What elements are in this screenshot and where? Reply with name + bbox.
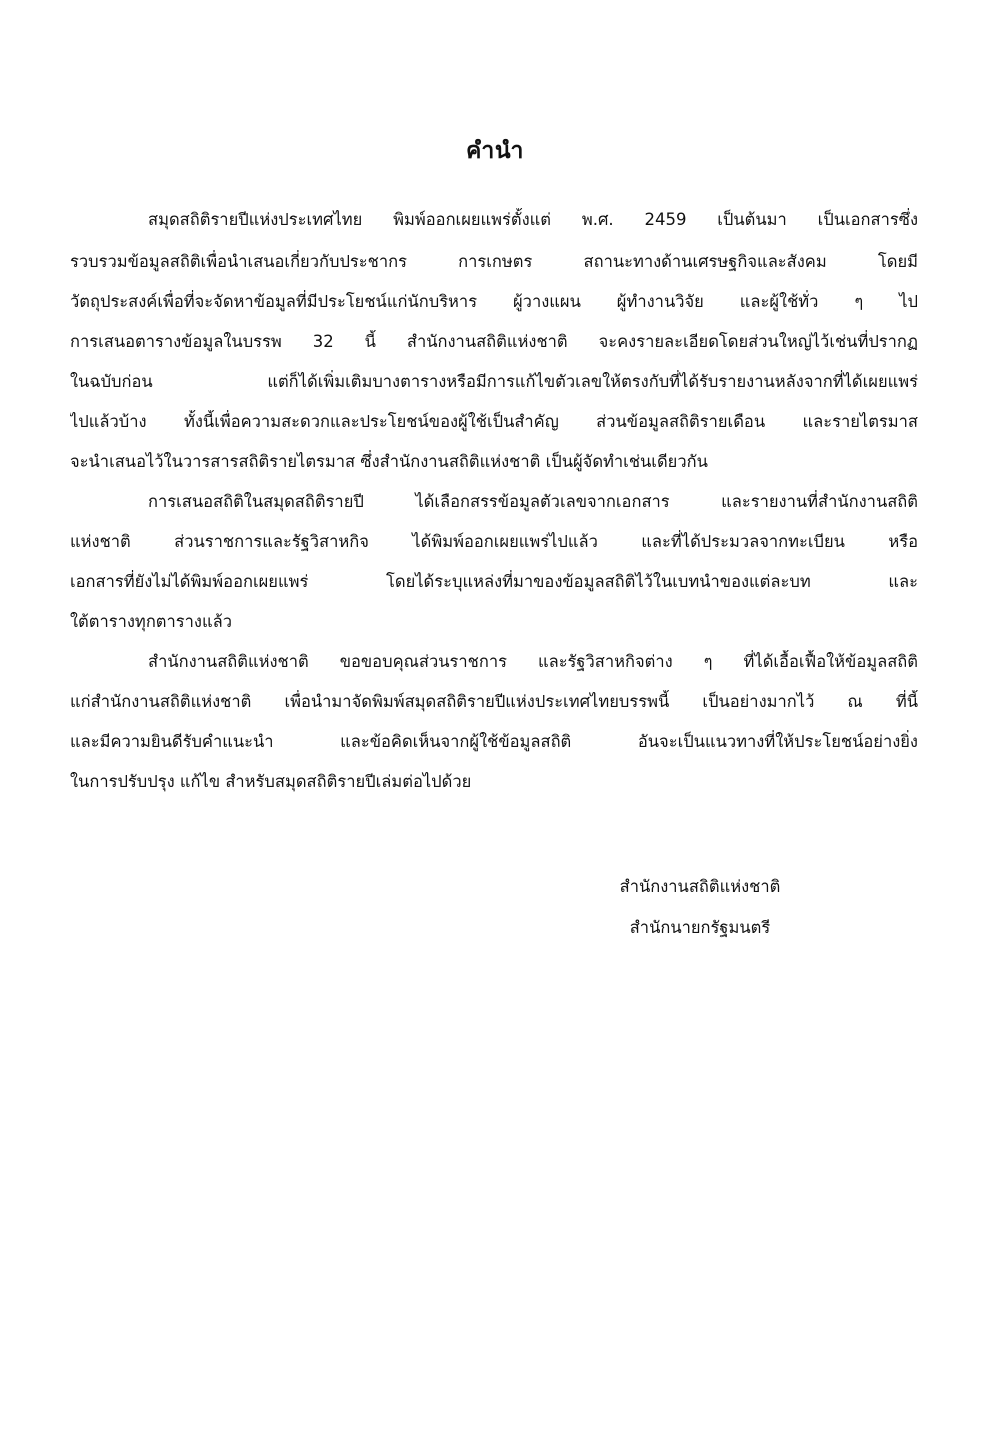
text-line: ใต้ตารางทุกตารางแล้ว (70, 612, 232, 631)
text-line: วัตถุประสงค์เพื่อที่จะจัดหาข้อมูลที่มีประโยชน์แก่นักบริหาร ผู้วางแผน ผู้ทำงานวิจัย และผู้ใช้ทั่ว ๆ ไป (70, 292, 918, 311)
text-line: และมีความยินดีรับคำแนะนำ และข้อคิดเห็นจากผู้ใช้ข้อมูลสถิติ อันจะเป็นแนวทางที่ให้ประโยชน์อย่างยิ่ง (70, 732, 918, 751)
text-line: การเสนอสถิติในสมุดสถิติรายปี ได้เลือกสรรข้อมูลตัวเลขจากเอกสาร และรายงานที่สำนักงานสถิติ (148, 492, 918, 511)
text-line: รวบรวมข้อมูลสถิติเพื่อนำเสนอเกี่ยวกับประชากร การเกษตร สถานะทางด้านเศรษฐกิจและสังคม โดยมี (70, 252, 918, 271)
text-line: สมุดสถิติรายปีแห่งประเทศไทย พิมพ์ออกเผยแพร่ตั้งแต่ พ.ศ. 2459 เป็นต้นมา เป็นเอกสารซึ่ง (148, 210, 918, 229)
text-line: การเสนอตารางข้อมูลในบรรพ 32 นี้ สำนักงานสถิติแห่งชาติ จะคงรายละเอียดโดยส่วนใหญ่ไว้เช่นที่ปรากฏ (70, 332, 918, 351)
signature-department: สำนักนายกรัฐมนตรี (629, 918, 771, 937)
text-line: แก่สำนักงานสถิติแห่งชาติ เพื่อนำมาจัดพิมพ์สมุดสถิติรายปีแห่งประเทศไทยบรรพนี้ เป็นอย่างมากไว้ ณ ที่นี้ (70, 692, 918, 711)
signature-office: สำนักงานสถิติแห่งชาติ (619, 877, 781, 896)
text-line: ในการปรับปรุง แก้ไข สำหรับสมุดสถิติรายปีเล่มต่อไปด้วย (70, 772, 472, 791)
text-line: ไปแล้วบ้าง ทั้งนี้เพื่อความสะดวกและประโยชน์ของผู้ใช้เป็นสำคัญ ส่วนข้อมูลสถิติรายเดือน และรายไตรมาส (70, 412, 918, 431)
text-line: สำนักงานสถิติแห่งชาติ ขอขอบคุณส่วนราชการ และรัฐวิสาหกิจต่าง ๆ ที่ได้เอื้อเฟื้อให้ข้อมูลสถิติ (148, 652, 918, 671)
page-title: คำนำ (466, 138, 524, 164)
text-line: ในฉบับก่อน แต่ก็ได้เพิ่มเติมบางตารางหรือมีการแก้ไขตัวเลขให้ตรงกับที่ได้รับรายงานหลังจากที่ได้เผยแพร่ (70, 372, 918, 391)
text-line: แห่งชาติ ส่วนราชการและรัฐวิสาหกิจ ได้พิมพ์ออกเผยแพร่ไปแล้ว และที่ได้ประมวลจากทะเบียน หรือ (70, 532, 918, 551)
text-line: เอกสารที่ยังไม่ได้พิมพ์ออกเผยแพร่ โดยได้ระบุแหล่งที่มาของข้อมูลสถิติไว้ในเบทนำของแต่ละบท และ (70, 572, 918, 591)
text-line: จะนำเสนอไว้ในวารสารสถิติรายไตรมาส ซึ่งสำนักงานสถิติแห่งชาติ เป็นผู้จัดทำเช่นเดียวกัน (70, 452, 708, 471)
